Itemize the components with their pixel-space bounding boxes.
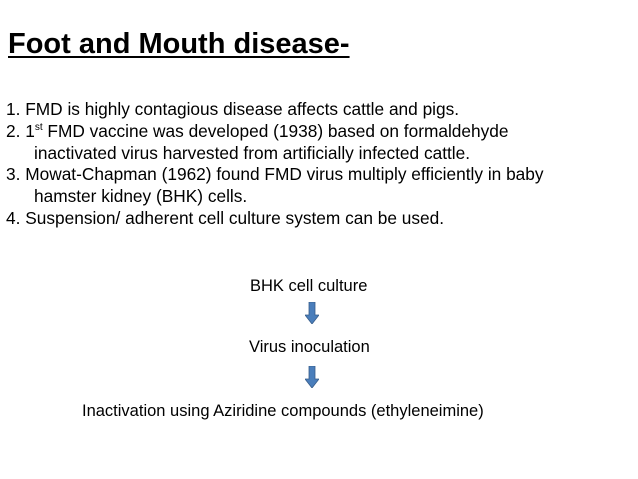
point-2-text: FMD vaccine was developed (1938) based on formaldehyde bbox=[42, 120, 509, 141]
point-1 bbox=[6, 99, 632, 121]
point-4-line-1: 4. Suspension/ adherent cell culture system can be used. bbox=[6, 207, 445, 228]
point-2-line-1 bbox=[6, 121, 632, 143]
flow-step-virus-inoculation: Virus inoculation bbox=[249, 338, 370, 356]
flow-step-inactivation: Inactivation using Aziridine compounds (ethyleneimine) bbox=[82, 402, 484, 420]
flow-step-bhk-culture: BHK cell culture bbox=[250, 277, 368, 295]
bullet-list bbox=[6, 99, 632, 230]
ordinal-suffix: st bbox=[34, 121, 43, 133]
point-2 bbox=[6, 121, 632, 165]
slide-title: Foot and Mouth disease- bbox=[8, 28, 350, 60]
down-arrow-icon bbox=[305, 302, 319, 324]
point-2-prefix: 2. 1 bbox=[6, 120, 35, 141]
point-3-line-1: 3. Mowat-Chapman (1962) found FMD virus multiply efficiently in baby bbox=[6, 164, 544, 185]
point-4 bbox=[6, 208, 632, 230]
point-3 bbox=[6, 164, 632, 208]
down-arrow-icon bbox=[305, 366, 319, 388]
point-1-line-1: 1. FMD is highly contagious disease affects cattle and pigs. bbox=[6, 99, 460, 119]
point-2-line-2: inactivated virus harvested from artificially infected cattle. bbox=[34, 142, 471, 163]
point-3-line-2: hamster kidney (BHK) cells. bbox=[34, 186, 248, 207]
